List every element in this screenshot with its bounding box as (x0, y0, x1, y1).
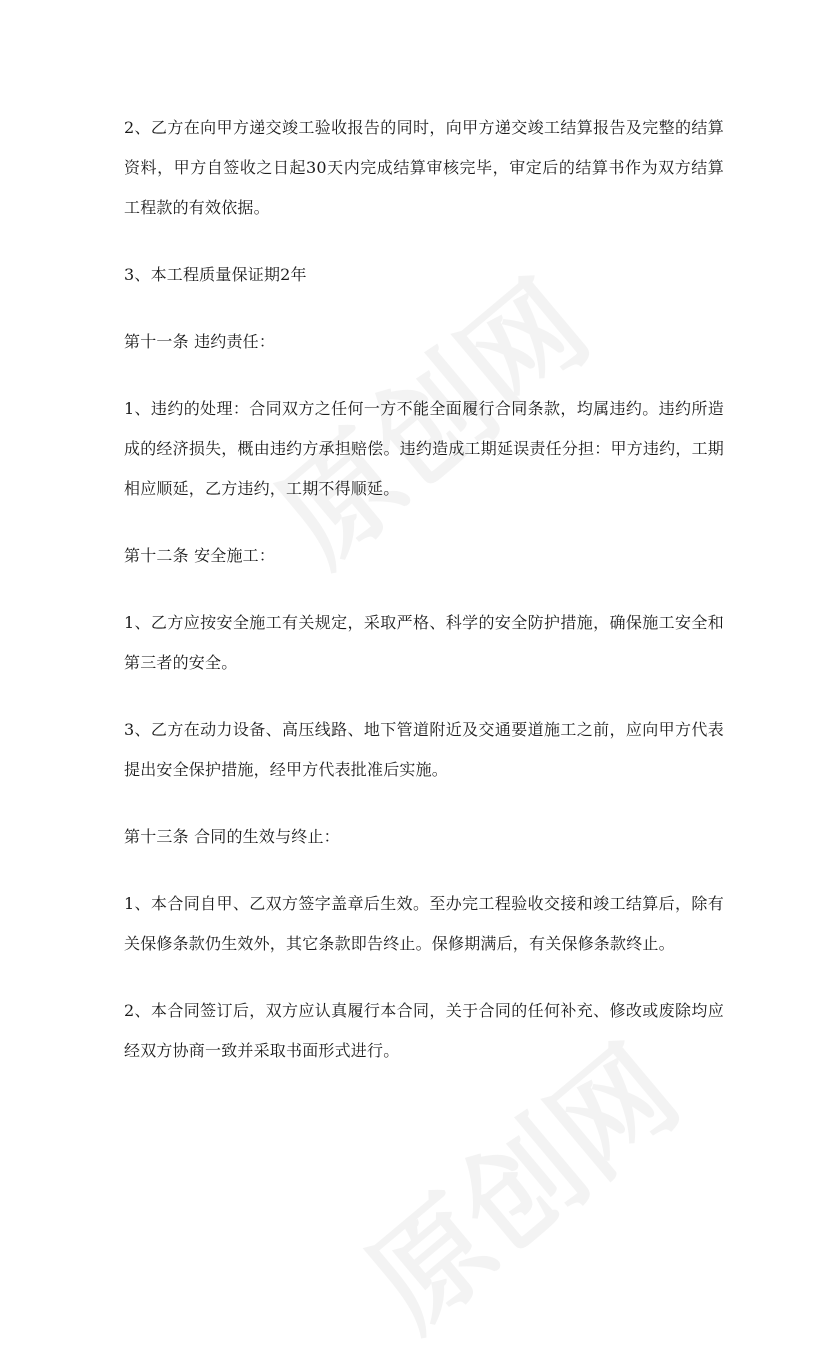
section-heading-article-12: 第十二条 安全施工： (124, 546, 276, 565)
paragraph-settlement-report: 2、乙方在向甲方递交竣工验收报告的同时，向甲方递交竣工结算报告及完整的结算资料，甲方自签收之日起30天内完成结算审核完毕，审定后的结算书作为双方结算工程款的有效依据。 (124, 118, 724, 217)
paragraph-breach-handling: 1、违约的处理：合同双方之任何一方不能全面履行合同条款，均属违约。违约所造成的经济损失，概由违约方承担赔偿。违约造成工期延误责任分担：甲方违约，工期相应顺延，乙方违约，工期不得顺延。 (124, 399, 724, 498)
paragraph-safety-measures: 1、乙方应按安全施工有关规定，采取严格、科学的安全防护措施，确保施工安全和第三者的安全。 (124, 613, 724, 672)
section-heading-article-13: 第十三条 合同的生效与终止： (124, 827, 340, 846)
paragraph-contract-effect: 1、本合同自甲、乙双方签字盖章后生效。至办完工程验收交接和竣工结算后，除有关保修条款仍生效外，其它条款即告终止。保修期满后，有关保修条款终止。 (124, 894, 724, 953)
document-body (124, 108, 724, 1071)
paragraph-warranty-period: 3、本工程质量保证期2年 (124, 265, 307, 284)
paragraph-contract-amendment: 2、本合同签订后，双方应认真履行本合同，关于合同的任何补充、修改或废除均应经双方协商一致并采取书面形式进行。 (124, 1001, 724, 1060)
paragraph-safety-near-utilities: 3、乙方在动力设备、高压线路、地下管道附近及交通要道施工之前，应向甲方代表提出安全保护措施，经甲方代表批准后实施。 (124, 720, 724, 779)
section-heading-article-11: 第十一条 违约责任： (124, 332, 276, 351)
